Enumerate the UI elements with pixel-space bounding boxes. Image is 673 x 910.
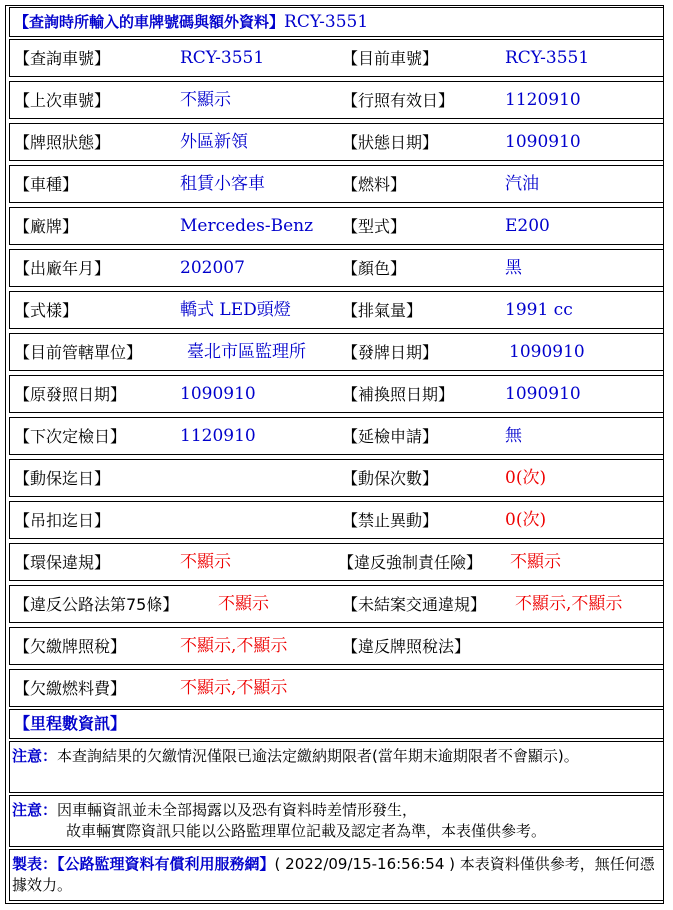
field-value: 外區新領 bbox=[180, 132, 248, 152]
note-line2: 故車輛實際資訊只能以公路監理單位記載及認定者為準，本表僅供參考。 bbox=[66, 822, 547, 840]
field-value: 0(次) bbox=[505, 510, 547, 530]
field-label: 【下次定檢日】 bbox=[14, 427, 127, 446]
note-text: 本查詢結果的欠繳情況僅限已逾法定繳納期限者(當年期末逾期限者不會顯示)。 bbox=[57, 747, 579, 765]
field-value: 202007 bbox=[180, 258, 245, 278]
field-label: 【出廠年月】 bbox=[14, 259, 111, 278]
field-label: 【違反強制責任險】 bbox=[338, 553, 483, 572]
field-label: 【目前車號】 bbox=[342, 49, 439, 68]
table-row bbox=[9, 81, 664, 119]
note-label: 注意： bbox=[12, 801, 58, 819]
field-label: 【違反公路法第75條】 bbox=[14, 595, 179, 614]
table-row bbox=[9, 501, 664, 539]
table-row bbox=[9, 207, 664, 245]
table-row bbox=[9, 669, 664, 707]
note-overdue bbox=[9, 741, 664, 793]
mileage-row bbox=[9, 709, 664, 739]
field-value: 1120910 bbox=[180, 426, 256, 446]
field-value: 不顯示 bbox=[218, 594, 269, 614]
field-value: 不顯示,不顯示 bbox=[180, 636, 288, 656]
field-label: 【行照有效日】 bbox=[342, 91, 455, 110]
field-label: 【原發照日期】 bbox=[14, 385, 127, 404]
field-label: 【目前管轄單位】 bbox=[14, 343, 143, 362]
source-link[interactable]: 【公路監理資料有償利用服務網】 bbox=[57, 855, 275, 873]
field-value: 1991 cc bbox=[505, 300, 573, 320]
table-row bbox=[9, 333, 664, 371]
title-plate: RCY-3551 bbox=[284, 12, 369, 32]
field-value: 不顯示 bbox=[510, 552, 561, 572]
field-label: 【動保次數】 bbox=[342, 469, 439, 488]
field-label: 【燃料】 bbox=[342, 175, 407, 194]
field-value: 1090910 bbox=[505, 384, 581, 404]
table-row bbox=[9, 165, 664, 203]
table-row bbox=[9, 459, 664, 497]
field-label: 【排氣量】 bbox=[342, 301, 423, 320]
note-label: 製表： bbox=[12, 855, 58, 873]
field-label: 【牌照狀態】 bbox=[14, 133, 111, 152]
table-row bbox=[9, 375, 664, 413]
field-label: 【未結案交通違規】 bbox=[342, 595, 487, 614]
field-value: E200 bbox=[505, 216, 550, 236]
field-label: 【延檢申請】 bbox=[342, 427, 439, 446]
table-row bbox=[9, 627, 664, 665]
note-source bbox=[9, 849, 664, 901]
field-value: 不顯示,不顯示 bbox=[180, 678, 288, 698]
field-label: 【式樣】 bbox=[14, 301, 79, 320]
field-label: 【上次車號】 bbox=[14, 91, 111, 110]
field-label: 【廠牌】 bbox=[14, 217, 79, 236]
field-label: 【吊扣迄日】 bbox=[14, 511, 111, 530]
field-value: 汽油 bbox=[505, 174, 539, 194]
field-label: 【欠繳燃料費】 bbox=[14, 679, 127, 698]
field-value: 0(次) bbox=[505, 468, 547, 488]
field-value: Mercedes-Benz bbox=[180, 216, 314, 236]
field-value: 1090910 bbox=[180, 384, 256, 404]
field-label: 【車種】 bbox=[14, 175, 79, 194]
field-label: 【查詢車號】 bbox=[14, 49, 111, 68]
field-value: 轎式 LED頭燈 bbox=[180, 300, 291, 320]
table-row bbox=[9, 291, 664, 329]
field-label: 【狀態日期】 bbox=[342, 133, 439, 152]
title-label: 【查詢時所輸入的車牌號碼與額外資料】 bbox=[14, 13, 285, 31]
field-label: 【發牌日期】 bbox=[342, 343, 439, 362]
field-value: 1090910 bbox=[509, 342, 585, 362]
field-value: 租賃小客車 bbox=[180, 174, 265, 194]
field-value: RCY-3551 bbox=[505, 48, 590, 68]
field-label: 【動保迄日】 bbox=[14, 469, 111, 488]
title-row bbox=[9, 7, 664, 37]
field-label: 【欠繳牌照稅】 bbox=[14, 637, 127, 656]
table-row bbox=[9, 417, 664, 455]
table-row bbox=[9, 543, 664, 581]
field-label: 【違反牌照稅法】 bbox=[342, 637, 471, 656]
field-label: 【顏色】 bbox=[342, 259, 407, 278]
note-text: ( 2022/09/15-16:56:54 ) 本表資料僅供參考，無任何憑據效力。 bbox=[12, 855, 655, 894]
field-label: 【環保違規】 bbox=[14, 553, 111, 572]
field-value: 無 bbox=[505, 426, 522, 446]
field-label: 【禁止異動】 bbox=[342, 511, 439, 530]
table-row bbox=[9, 39, 664, 77]
field-value: 不顯示 bbox=[180, 90, 231, 110]
field-value: 不顯示 bbox=[180, 552, 231, 572]
field-value: 不顯示,不顯示 bbox=[515, 594, 623, 614]
field-value: 1090910 bbox=[505, 132, 581, 152]
field-value: 1120910 bbox=[505, 90, 581, 110]
field-value: 臺北市區監理所 bbox=[187, 342, 306, 362]
field-value: 黑 bbox=[505, 258, 522, 278]
field-label: 【補換照日期】 bbox=[342, 385, 455, 404]
mileage-header: 【里程數資訊】 bbox=[14, 714, 127, 733]
note-label: 注意： bbox=[12, 747, 58, 765]
table-row bbox=[9, 123, 664, 161]
table-row bbox=[9, 249, 664, 287]
note-line1: 因車輛資訊並未全部揭露以及恐有資料時差情形發生， bbox=[57, 801, 418, 819]
note-disclaimer bbox=[9, 795, 664, 847]
field-label: 【型式】 bbox=[342, 217, 407, 236]
field-value: RCY-3551 bbox=[180, 48, 265, 68]
table-row bbox=[9, 585, 664, 623]
